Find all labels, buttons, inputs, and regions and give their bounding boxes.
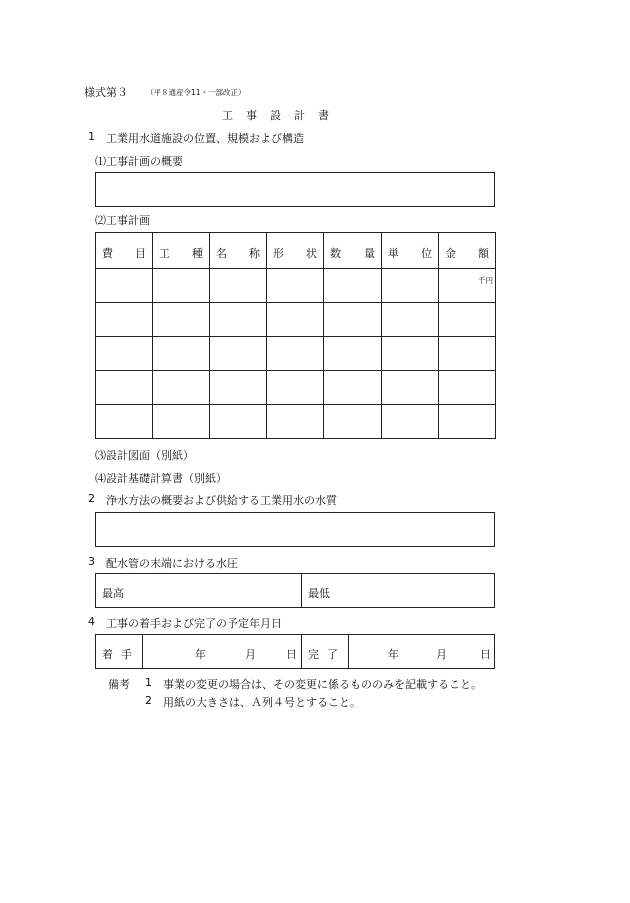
table-cell[interactable] [382, 371, 439, 405]
table-cell[interactable] [153, 371, 210, 405]
form-revision-note: （平８通産令11・一部改正） [146, 88, 246, 97]
table-cell[interactable] [439, 303, 496, 337]
header-name: 名 称 [210, 233, 267, 269]
header-shape: 形 状 [267, 233, 324, 269]
header-unit: 単 位 [382, 233, 439, 269]
table-cell[interactable] [324, 269, 382, 303]
table-cell[interactable] [96, 337, 153, 371]
table-cell[interactable] [96, 303, 153, 337]
table-cell[interactable] [153, 303, 210, 337]
start-year-label: 年 [195, 648, 206, 661]
table-cell[interactable] [153, 337, 210, 371]
section3-number: 3 [88, 555, 95, 568]
table-cell[interactable] [382, 269, 439, 303]
note-text: 事業の変更の場合は、その変更に係るもののみを記載すること。 [163, 678, 482, 691]
table-row [96, 405, 496, 439]
notes-label: 備考 [108, 678, 130, 691]
table-cell[interactable] [324, 337, 382, 371]
section1-number: 1 [88, 130, 95, 143]
water-pressure-row [95, 573, 495, 608]
section2-number: 2 [88, 492, 95, 505]
table-cell[interactable] [324, 371, 382, 405]
max-pressure-cell[interactable] [96, 574, 302, 607]
table-cell[interactable] [153, 269, 210, 303]
table-cell[interactable] [382, 303, 439, 337]
schedule-row [95, 634, 495, 669]
table-cell[interactable] [439, 269, 496, 303]
water-treatment-box[interactable] [95, 512, 495, 547]
start-date-cell[interactable] [143, 635, 302, 668]
table-header-row [96, 233, 496, 269]
plan-overview-box[interactable] [95, 172, 495, 207]
note-number: 1 [145, 676, 152, 689]
table-cell[interactable] [439, 371, 496, 405]
section3-heading: 配水管の末端における水圧 [106, 557, 238, 570]
section1-sub2: ⑵工事計画 [95, 214, 150, 227]
min-pressure-label: 最低 [308, 587, 330, 600]
table-cell[interactable] [210, 405, 267, 439]
table-cell[interactable] [210, 303, 267, 337]
table-cell[interactable] [324, 303, 382, 337]
end-label: 完了 [308, 648, 346, 661]
table-cell[interactable] [267, 303, 324, 337]
max-pressure-label: 最高 [102, 587, 124, 600]
table-cell[interactable] [267, 337, 324, 371]
section4-heading: 工事の着手および完了の予定年月日 [106, 617, 282, 630]
section1-heading: 工業用水道施設の位置、規模および構造 [106, 132, 304, 145]
start-label: 着手 [102, 648, 140, 661]
document-title: 工事設計書 [222, 109, 342, 122]
header-work-type: 工 種 [153, 233, 210, 269]
table-cell[interactable] [267, 371, 324, 405]
end-label-cell [302, 635, 349, 668]
note-number: 2 [145, 694, 152, 707]
section1-sub4: ⑷設計基礎計算書（別紙） [95, 472, 227, 485]
table-cell[interactable] [382, 337, 439, 371]
table-cell[interactable] [210, 269, 267, 303]
end-month-label: 月 [436, 648, 447, 661]
amount-unit-label: 千円 [478, 276, 493, 285]
end-date-cell[interactable] [349, 635, 494, 668]
table-row [96, 269, 496, 303]
section1-sub3: ⑶設計図面（別紙） [95, 449, 194, 462]
table-cell[interactable] [153, 405, 210, 439]
table-cell[interactable] [96, 269, 153, 303]
start-label-cell [96, 635, 143, 668]
table-cell[interactable] [96, 371, 153, 405]
end-year-label: 年 [388, 648, 399, 661]
end-day-label: 日 [480, 648, 491, 661]
start-month-label: 月 [245, 648, 256, 661]
table-row [96, 371, 496, 405]
table-cell[interactable] [96, 405, 153, 439]
table-cell[interactable] [267, 269, 324, 303]
note-text: 用紙の大きさは、Ａ列４号とすること。 [163, 696, 361, 709]
table-cell[interactable] [382, 405, 439, 439]
start-day-label: 日 [286, 648, 297, 661]
section1-sub1: ⑴工事計画の概要 [95, 155, 183, 168]
table-row [96, 303, 496, 337]
header-quantity: 数 量 [324, 233, 382, 269]
construction-plan-table [95, 232, 496, 439]
table-cell[interactable] [210, 337, 267, 371]
table-row [96, 337, 496, 371]
table-cell[interactable] [439, 405, 496, 439]
table-cell[interactable] [267, 405, 324, 439]
header-cost-item: 費 目 [96, 233, 153, 269]
header-amount: 金 額 [439, 233, 496, 269]
section4-number: 4 [88, 615, 95, 628]
table-cell[interactable] [324, 405, 382, 439]
table-cell[interactable] [439, 337, 496, 371]
form-number: 様式第３ [84, 86, 128, 99]
min-pressure-cell[interactable] [302, 574, 494, 607]
table-cell[interactable] [210, 371, 267, 405]
section2-heading: 浄水方法の概要および供給する工業用水の水質 [106, 494, 337, 507]
